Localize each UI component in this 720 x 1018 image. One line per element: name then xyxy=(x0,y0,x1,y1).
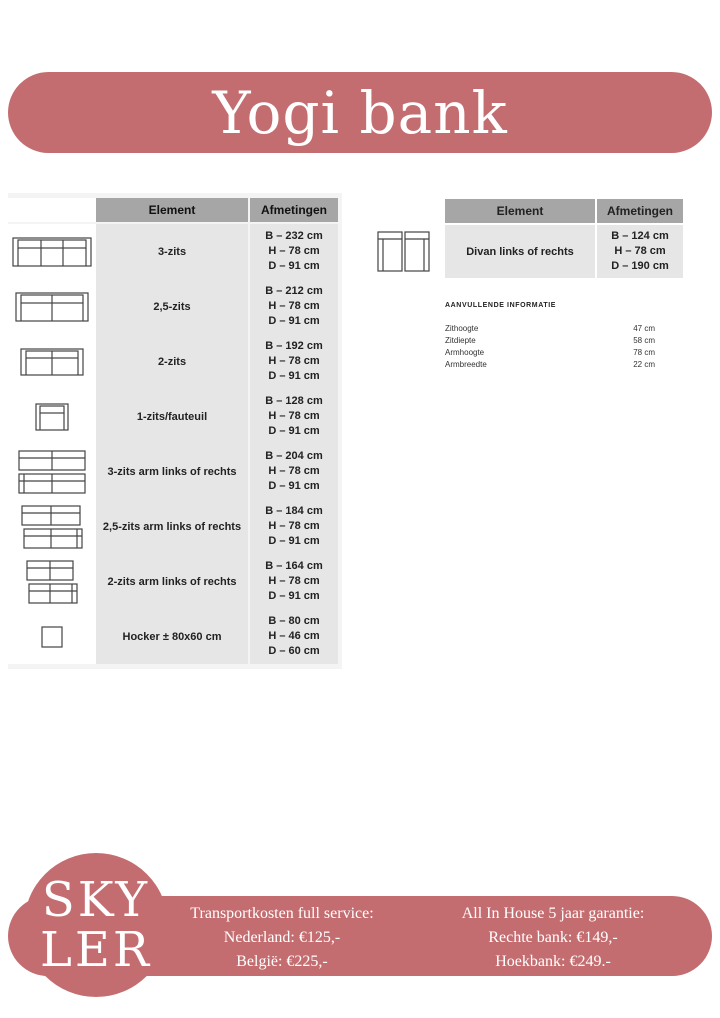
row-dimensions: B – 124 cm H – 78 cm D – 190 cm xyxy=(597,225,683,278)
row-name: Hocker ± 80x60 cm xyxy=(96,609,248,664)
row-name: 2,5-zits xyxy=(96,279,248,334)
header-element: Element xyxy=(445,199,595,223)
transport-costs: Transportkosten full service: Nederland: €125,- België: €225,- xyxy=(190,905,374,970)
row-name: 3-zits xyxy=(96,224,248,279)
list-item: Zithoogte 47 cm xyxy=(445,324,655,333)
row-name: 2-zits arm links of rechts xyxy=(96,554,248,609)
header-element: Element xyxy=(96,198,248,222)
header-afmetingen: Afmetingen xyxy=(597,199,683,223)
header-afmetingen: Afmetingen xyxy=(250,198,338,222)
table-row xyxy=(8,609,342,664)
sofa-2-seat-icon xyxy=(8,334,96,389)
table-row xyxy=(8,279,342,334)
hocker-icon xyxy=(8,609,96,664)
table-row xyxy=(8,554,342,609)
table-header xyxy=(445,199,686,223)
divan-icon xyxy=(360,225,445,278)
title-banner xyxy=(8,72,712,153)
table-row xyxy=(8,334,342,389)
sofa-2-5-seat-arm-icon xyxy=(8,499,96,554)
dimensions-table xyxy=(8,193,342,669)
page-title: Yogi bank xyxy=(212,78,508,147)
row-name: 2,5-zits arm links of rechts xyxy=(96,499,248,554)
row-name: 2-zits xyxy=(96,334,248,389)
row-dimensions: B – 164 cm H – 78 cm D – 91 cm xyxy=(250,554,338,609)
row-dimensions: B – 232 cm H – 78 cm D – 91 cm xyxy=(250,224,338,279)
row-dimensions: B – 192 cm H – 78 cm D – 91 cm xyxy=(250,334,338,389)
row-dimensions: B – 184 cm H – 78 cm D – 91 cm xyxy=(250,499,338,554)
sofa-2-5-seat-icon xyxy=(8,279,96,334)
extra-info-title: AANVULLENDE INFORMATIE xyxy=(445,302,557,309)
row-name: Divan links of rechts xyxy=(445,225,595,278)
table-row xyxy=(8,444,342,499)
table-row xyxy=(8,389,342,444)
list-item: Armhoogte 78 cm xyxy=(445,348,655,357)
row-dimensions: B – 204 cm H – 78 cm D – 91 cm xyxy=(250,444,338,499)
list-item: Zitdiepte 58 cm xyxy=(445,336,655,345)
row-dimensions: B – 128 cm H – 78 cm D – 91 cm xyxy=(250,389,338,444)
sofa-2-seat-arm-icon xyxy=(8,554,96,609)
list-item: Armbreedte 22 cm xyxy=(445,360,655,369)
table-row xyxy=(360,225,686,278)
table-header xyxy=(8,198,342,222)
sofa-3-seat-arm-icon xyxy=(8,444,96,499)
divan-table xyxy=(360,199,686,278)
skyler-logo: SKY LER xyxy=(24,853,168,997)
sofa-3-seat-icon xyxy=(8,224,96,279)
extra-info xyxy=(445,302,655,371)
warranty-info: All In House 5 jaar garantie: Rechte bank: €149,- Hoekbank: €249.- xyxy=(461,905,645,970)
row-dimensions: B – 212 cm H – 78 cm D – 91 cm xyxy=(250,279,338,334)
table-row xyxy=(8,224,342,279)
row-name: 3-zits arm links of rechts xyxy=(96,444,248,499)
row-name: 1-zits/fauteuil xyxy=(96,389,248,444)
table-row xyxy=(8,499,342,554)
armchair-icon xyxy=(8,389,96,444)
row-dimensions: B – 80 cm H – 46 cm D – 60 cm xyxy=(250,609,338,664)
